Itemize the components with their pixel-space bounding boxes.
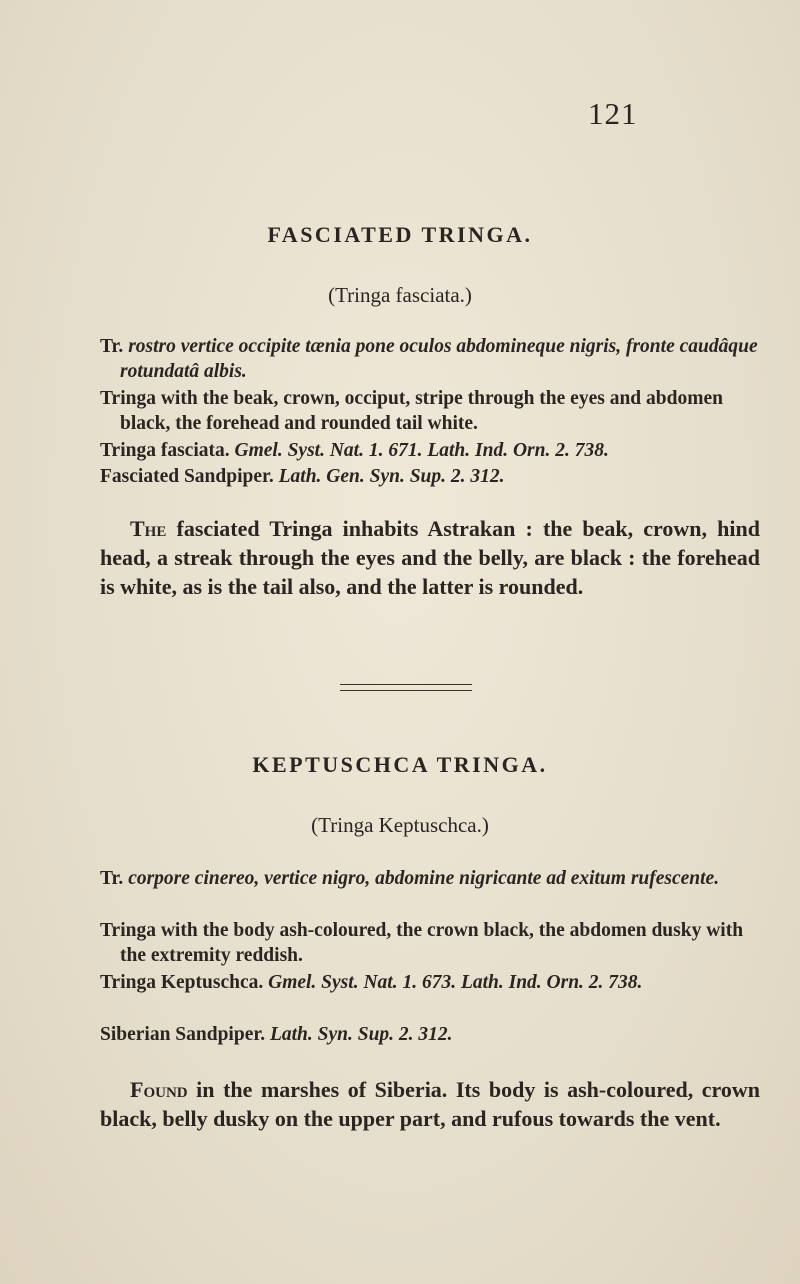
page-number: 121 [588, 96, 638, 131]
description-paragraph: Found in the marshes of Siberia. Its body is ash-coloured, crown black, belly dusky on the upper part, and rufous towards the vent. [100, 1077, 761, 1131]
section-title: FASCIATED TRINGA. [267, 222, 533, 247]
synonym-latham: Siberian Sandpiper. Lath. Syn. Sup. 2. 312. [100, 1024, 453, 1045]
english-diagnosis: Tringa with the beak, crown, occiput, stripe through the eyes and abdomen black, the forehead and rounded tail white. [100, 388, 723, 434]
latin-diagnosis: Tr. corpore cinereo, vertice nigro, abdomine nigricante ad exitum rufescente. [100, 868, 720, 889]
synonym-latham: Fasciated Sandpiper. Lath. Gen. Syn. Sup. 2. 312. [100, 466, 505, 487]
section-title: KEPTUSCHCA TRINGA. [252, 752, 548, 777]
latin-name: (Tringa Keptuschca.) [311, 813, 489, 837]
description-paragraph: The fasciated Tringa inhabits Astrakan : the beak, crown, hind head, a streak through the eyes and the belly, are black : the forehead is white, as is the tail also, and the latter is rounded. [100, 516, 760, 599]
synonym-gmelin: Tringa Keptuschca. Gmel. Syst. Nat. 1. 673. Lath. Ind. Orn. 2. 738. [100, 972, 643, 993]
english-diagnosis: Tringa with the body ash-coloured, the crown black, the abdomen dusky with the extremity reddish. [100, 920, 744, 966]
synonym-gmelin: Tringa fasciata. Gmel. Syst. Nat. 1. 671. Lath. Ind. Orn. 2. 738. [100, 440, 609, 461]
latin-name: (Tringa fasciata.) [328, 283, 472, 307]
latin-diagnosis: Tr. rostro vertice occipite tænia pone oculos abdomineque nigris, fronte caudâque rotundatâ albis. [100, 336, 758, 382]
section-divider [340, 684, 472, 691]
